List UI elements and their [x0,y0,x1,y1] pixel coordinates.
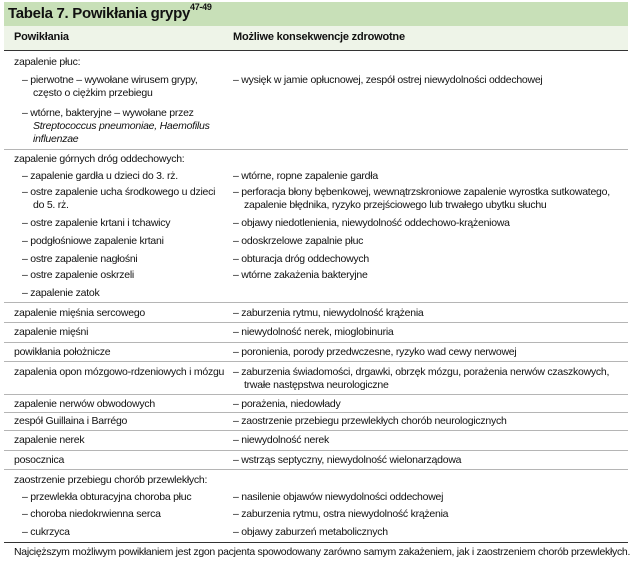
row-label: zapalenia opon mózgowo-rdzeniowych i mózgu [14,366,225,378]
row-consequence: – objawy zaburzeń metabolicznych [233,526,388,538]
row-consequence: – zaburzenia rytmu, ostra niewydolność krążenia [233,508,449,520]
row-consequence: – zaburzenia świadomości, drgawki, obrzęk mózgu, porażenia nerwów czaszkowych, [233,366,610,378]
row-label: influenzae [33,133,79,145]
row-divider [4,361,628,362]
row-consequence: – niewydolność nerek, mioglobinuria [233,326,394,338]
row-divider [4,149,628,150]
row-divider [4,394,628,395]
row-consequence: – wysięk w jamie opłucnowej, zespół ostrej niewydolności oddechowej [233,74,543,86]
row-label: zespół Guillaina i Barrégo [14,415,128,427]
row-label: – podgłośniowe zapalenie krtani [22,235,164,247]
footnote: Najcięższym możliwym powikłaniem jest zgon pacjenta spowodowany zarówno samym zakażeniem, jak i zaostrzeniem chorób przewlekłych. [14,546,631,558]
row-consequence: – zaburzenia rytmu, niewydolność krążenia [233,307,424,319]
row-divider [4,469,628,470]
row-divider [4,302,628,303]
row-label: – ostre zapalenie krtani i tchawicy [22,217,171,229]
row-label: – ostre zapalenie ucha środkowego u dzieci [22,186,216,198]
row-divider [4,430,628,431]
row-label: – choroba niedokrwienna serca [22,508,161,520]
row-consequence: trwałe następstwa neurologiczne [244,379,389,391]
row-label: do 5. rż. [33,199,69,211]
row-label: – zapalenie gardła u dzieci do 3. rż. [22,170,178,182]
row-label: – pierwotne – wywołane wirusem grypy, [22,74,198,86]
row-label: posocznica [14,454,65,466]
table-title: Tabela 7. Powikłania grypy$^{47-49}$ [8,2,212,22]
row-consequence: – poronienia, porody przedwczesne, ryzyko wad cewy nerwowej [233,346,517,358]
row-consequence: – porażenia, niedowłady [233,398,341,410]
row-label: zapalenie nerek [14,434,85,446]
row-label: zapalenie górnych dróg oddechowych: [14,153,185,165]
row-label: – ostre zapalenie nagłośni [22,253,138,265]
row-divider [4,342,628,343]
row-label: Streptococcus pneumoniae, Haemofilus [33,120,210,132]
row-label: – przewlekła obturacyjna choroba płuc [22,491,192,503]
row-divider [4,412,628,413]
row-consequence: – zaostrzenie przebiegu przewlekłych chorób neurologicznych [233,415,507,427]
row-consequence: – odoskrzelowe zapalnie płuc [233,235,364,247]
row-consequence: – perforacja błony bębenkowej, wewnątrzskroniowe zapalenie wyrostka sutkowatego, [233,186,610,198]
row-consequence: – wtórne zakażenia bakteryjne [233,269,368,281]
row-label: zapalenie nerwów obwodowych [14,398,155,410]
row-label: zapalenie płuc: [14,56,81,68]
header-consequences: Możliwe konsekwencje zdrowotne [233,31,405,43]
row-label: zapalenie mięśni [14,326,89,338]
row-consequence: – wtórne, ropne zapalenie gardła [233,170,378,182]
row-label: zapalenie mięśnia sercowego [14,307,145,319]
row-label: często o ciężkim przebiegu [33,87,153,99]
row-label: zaostrzenie przebiegu chorób przewlekłych: [14,474,208,486]
row-consequence: – wstrząs septyczny, niewydolność wielonarządowa [233,454,462,466]
row-label: – zapalenie zatok [22,287,100,299]
row-label: – ostre zapalenie oskrzeli [22,269,134,281]
row-consequence: – niewydolność nerek [233,434,329,446]
row-consequence: zapalenie błędnika, ryzyko przejściowego lub trwałego ubytku słuchu [244,199,547,211]
table-bottom-rule [4,542,628,543]
header-complications: Powikłania [14,31,69,43]
row-divider [4,450,628,451]
header-rule [4,50,628,51]
row-label: powikłania położnicze [14,346,111,358]
row-consequence: – nasilenie objawów niewydolności oddechowej [233,491,444,503]
row-label: – wtórne, bakteryjne – wywołane przez [22,107,194,119]
row-consequence: – objawy niedotlenienia, niewydolność oddechowo-krążeniowa [233,217,510,229]
row-consequence: – obturacja dróg oddechowych [233,253,370,265]
row-label: – cukrzyca [22,526,70,538]
row-divider [4,322,628,323]
